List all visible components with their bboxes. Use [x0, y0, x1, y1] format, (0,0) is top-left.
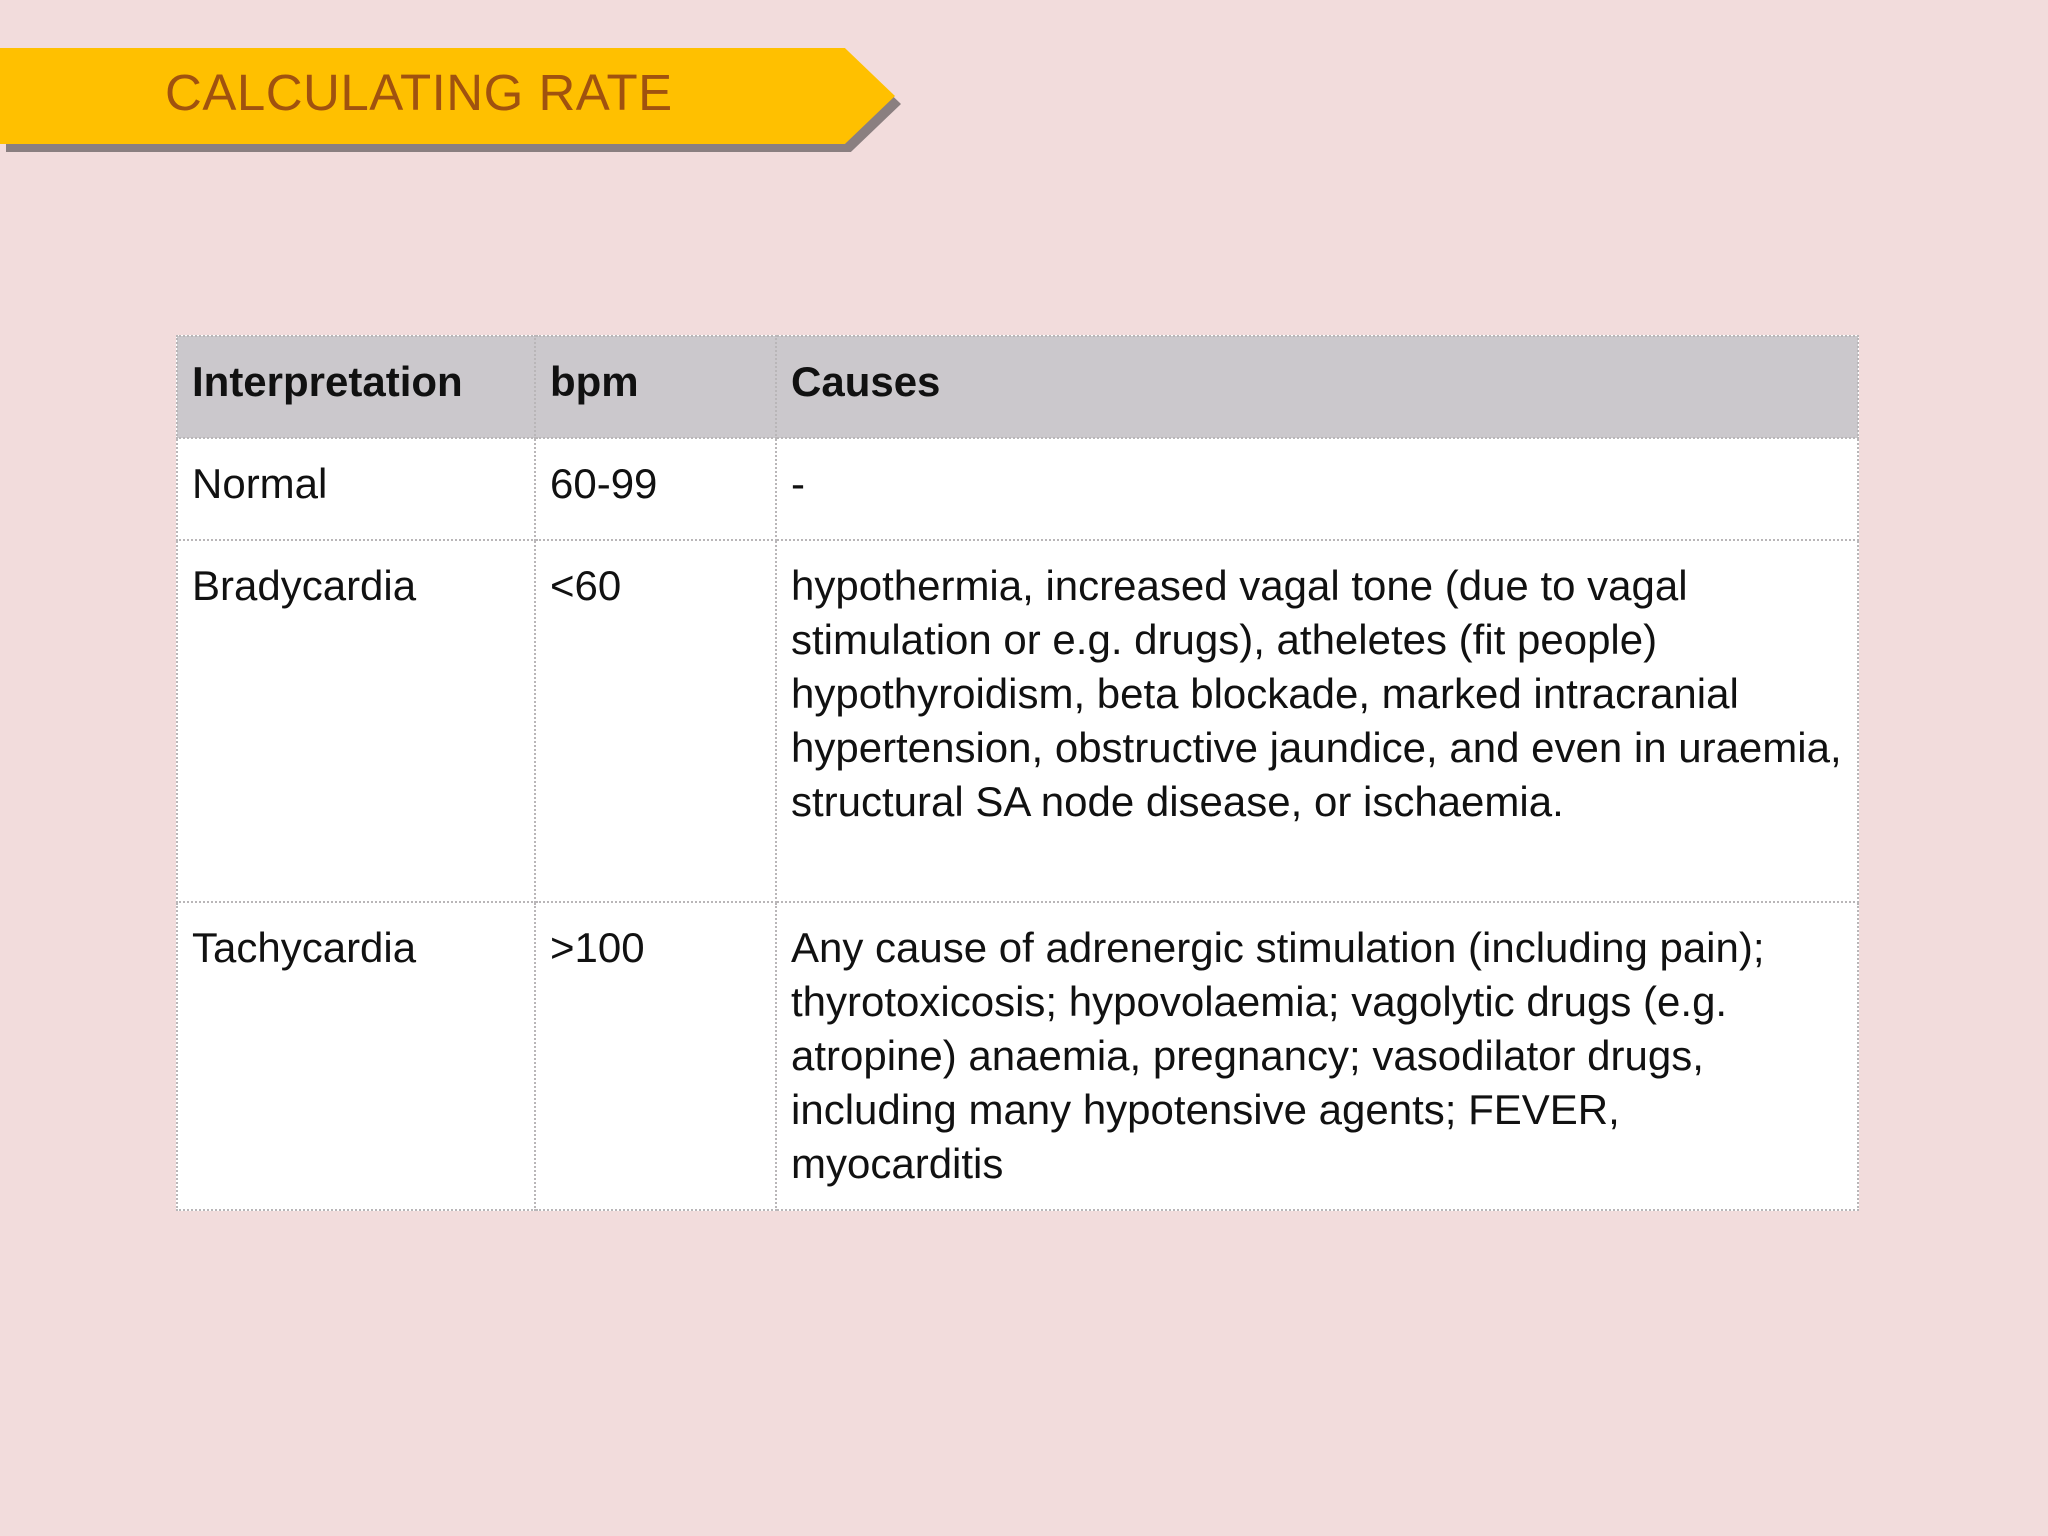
heart-rate-table [176, 335, 1859, 1211]
header-bpm: bpm [535, 336, 776, 438]
slide-title: CALCULATING RATE [165, 64, 673, 121]
cell-bpm: <60 [535, 540, 776, 902]
cell-causes: - [776, 438, 1858, 540]
cell-bpm: >100 [535, 902, 776, 1210]
table-header-row [177, 336, 1858, 438]
header-causes: Causes [776, 336, 1858, 438]
table-row [177, 540, 1858, 902]
cell-causes: Any cause of adrenergic stimulation (including pain); thyrotoxicosis; hypovolaemia; vagolytic drugs (e.g. atropine) anaemia, pregnancy; vasodilator drugs, including many hypotensive agents; FEVER, myocarditis [776, 902, 1858, 1210]
cell-bpm: 60-99 [535, 438, 776, 540]
table-row [177, 902, 1858, 1210]
cell-interpretation: Normal [177, 438, 535, 540]
table-row [177, 438, 1858, 540]
cell-interpretation: Tachycardia [177, 902, 535, 1210]
cell-interpretation: Bradycardia [177, 540, 535, 902]
header-interpretation: Interpretation [177, 336, 535, 438]
cell-causes: hypothermia, increased vagal tone (due to vagal stimulation or e.g. drugs), atheletes (fit people) hypothyroidism, beta blockade, marked intracranial hypertension, obstructive jaundice, and even in uraemia, structural SA node disease, or ischaemia. [776, 540, 1858, 902]
